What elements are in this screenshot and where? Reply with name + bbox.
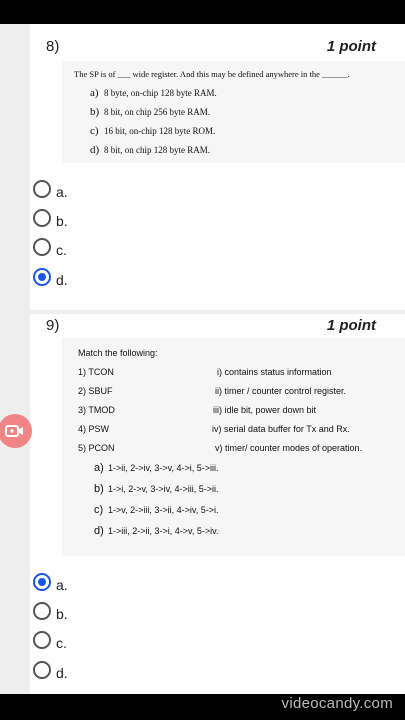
top-black-bar xyxy=(0,0,405,24)
match-right-item: v) timer/ counter modes of operation. xyxy=(215,443,363,453)
option-text: 16 bit, on-chip 128 byte ROM. xyxy=(104,126,216,136)
radio-button-selected[interactable] xyxy=(33,268,51,286)
video-camera-icon xyxy=(5,423,25,439)
choice-label: a. xyxy=(56,184,68,200)
match-right-item: iv) serial data buffer for Tx and Rx. xyxy=(212,424,350,434)
option-text: 1->iii, 2->ii, 3->i, 4->v, 5->iv. xyxy=(108,526,219,536)
option-d-line xyxy=(94,525,218,537)
option-d-line xyxy=(90,144,210,156)
match-left-item: 5) PCON xyxy=(78,443,115,453)
radio-button-selected[interactable] xyxy=(33,573,51,591)
option-letter: a) xyxy=(90,87,99,99)
option-text: 8 bit, on chip 256 byte RAM. xyxy=(104,107,210,117)
match-left-item: 4) PSW xyxy=(78,424,110,434)
question-image xyxy=(62,61,405,163)
option-text: 1->v, 2->iii, 3->ii, 4->iv, 5->i. xyxy=(108,505,219,515)
option-text: 8 bit, on chip 128 byte RAM. xyxy=(104,145,210,155)
q9-choice-b[interactable] xyxy=(33,600,68,622)
option-letter: a) xyxy=(94,462,104,474)
option-text: 1->ii, 2->iv, 3->v, 4->i, 5->iii. xyxy=(108,463,219,473)
q9-choice-d[interactable] xyxy=(33,659,68,681)
watermark-text: videocandy.com xyxy=(281,695,393,712)
q8-choice-b[interactable] xyxy=(33,207,68,229)
q8-choice-c[interactable] xyxy=(33,236,67,258)
question-points: 1 point xyxy=(326,38,376,55)
choice-label: a. xyxy=(56,577,68,593)
option-letter: b) xyxy=(90,106,100,118)
q8-choice-d[interactable] xyxy=(33,266,68,288)
question-points: 1 point xyxy=(326,317,376,334)
choice-label: c. xyxy=(56,242,67,258)
quiz-page[interactable] xyxy=(0,24,405,694)
option-b-line xyxy=(90,106,210,118)
match-left-item: 3) TMOD xyxy=(78,405,115,415)
option-a-line xyxy=(90,87,217,99)
option-a-line xyxy=(94,462,218,474)
q9-choice-c[interactable] xyxy=(33,629,67,651)
q9-choice-a[interactable] xyxy=(33,571,68,593)
radio-button[interactable] xyxy=(33,602,51,620)
match-left-item: 2) SBUF xyxy=(78,386,113,396)
option-letter: b) xyxy=(94,483,104,495)
option-text: 1->i, 2->v, 3->iv, 4->iii, 5->ii. xyxy=(108,484,219,494)
choice-label: c. xyxy=(56,635,67,651)
option-letter: d) xyxy=(90,144,100,156)
match-right-item: iii) idle bit, power down bit xyxy=(213,405,317,415)
option-c-line xyxy=(90,125,215,137)
radio-button[interactable] xyxy=(33,661,51,679)
option-letter: d) xyxy=(94,525,104,537)
question-prompt: Match the following: xyxy=(78,348,158,358)
radio-button[interactable] xyxy=(33,238,51,256)
question-image xyxy=(62,338,405,556)
radio-button[interactable] xyxy=(33,631,51,649)
radio-button[interactable] xyxy=(33,209,51,227)
option-text: 8 byte, on-chip 128 byte RAM. xyxy=(104,88,217,98)
choice-label: b. xyxy=(56,213,68,229)
option-c-line xyxy=(94,504,218,516)
choice-label: d. xyxy=(56,272,68,288)
match-left-item: 1) TCON xyxy=(78,367,114,377)
q8-choice-a[interactable] xyxy=(33,178,68,200)
question-prompt: The SP is of ___ wide register. And this may be defined anywhere in the ______. xyxy=(74,69,350,79)
option-letter: c) xyxy=(90,125,99,137)
match-right-item: ii) timer / counter control register. xyxy=(215,386,347,396)
choice-label: b. xyxy=(56,606,68,622)
option-b-line xyxy=(94,483,218,495)
question-number: 8) xyxy=(46,38,60,55)
question-number: 9) xyxy=(46,317,60,334)
question-8-card xyxy=(30,24,405,310)
option-letter: c) xyxy=(94,504,104,516)
match-right-item: i) contains status information xyxy=(217,367,332,377)
choice-label: d. xyxy=(56,665,68,681)
question-9-card xyxy=(30,314,405,694)
radio-button[interactable] xyxy=(33,180,51,198)
